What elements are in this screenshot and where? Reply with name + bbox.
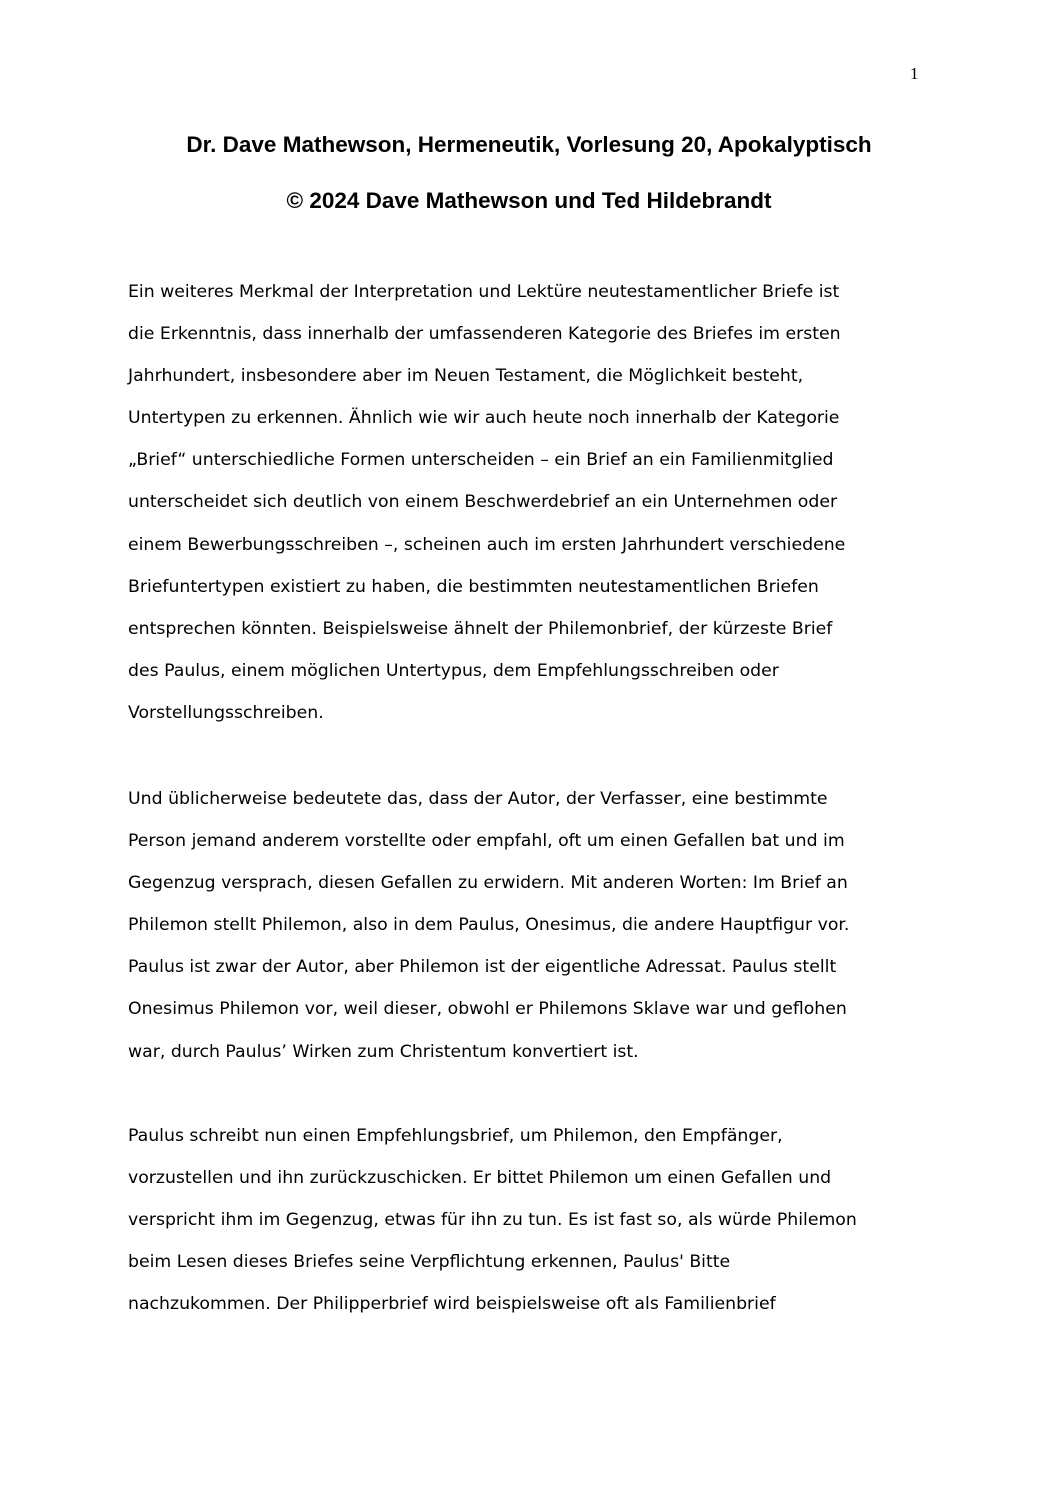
text-line: vorzustellen und ihn zurückzuschicken. Er bittet Philemon um einen Gefallen und	[128, 1168, 832, 1189]
text-line: „Brief“ unterschiedliche Formen unterscheiden – ein Brief an ein Familienmitglied	[128, 450, 834, 471]
text-line: Onesimus Philemon vor, weil dieser, obwohl er Philemons Sklave war und geflohen	[128, 999, 847, 1020]
text-line: Briefuntertypen existiert zu haben, die bestimmten neutestamentlichen Briefen	[128, 576, 819, 597]
text-line: Paulus schreibt nun einen Empfehlungsbrief, um Philemon, den Empfänger,	[128, 1126, 783, 1146]
paragraph-1	[128, 271, 928, 734]
text-line: Untertypen zu erkennen. Ähnlich wie wir auch heute noch innerhalb der Kategorie	[128, 408, 840, 429]
text-line: die Erkenntnis, dass innerhalb der umfassenderen Kategorie des Briefes im ersten	[128, 324, 841, 345]
text-line: Vorstellungsschreiben.	[128, 702, 324, 723]
text-line: nachzukommen. Der Philipperbrief wird beispielsweise oft als Familienbrief	[128, 1294, 776, 1315]
text-line: Jahrhundert, insbesondere aber im Neuen Testament, die Möglichkeit besteht,	[128, 366, 804, 387]
text-line: Und üblicherweise bedeutete das, dass der Autor, der Verfasser, eine bestimmte	[128, 789, 828, 809]
text-line: einem Bewerbungsschreiben –, scheinen auch im ersten Jahrhundert verschiedene	[128, 534, 846, 555]
text-line: Paulus ist zwar der Autor, aber Philemon ist der eigentliche Adressat. Paulus stellt	[128, 957, 837, 978]
page-number: 1	[910, 64, 919, 83]
text-line: verspricht ihm im Gegenzug, etwas für ihn zu tun. Es ist fast so, als würde Philemon	[128, 1210, 857, 1231]
document-title: Dr. Dave Mathewson, Hermeneutik, Vorlesung 20, Apokalyptisch	[186, 132, 872, 157]
text-line: entsprechen könnten. Beispielsweise ähnelt der Philemonbrief, der kürzeste Brief	[128, 618, 833, 639]
text-line: Gegenzug versprach, diesen Gefallen zu erwidern. Mit anderen Worten: Im Brief an	[128, 873, 848, 894]
text-line: unterscheidet sich deutlich von einem Beschwerdebrief an ein Unternehmen oder	[128, 492, 838, 513]
paragraph-3	[128, 1115, 928, 1325]
copyright-line: © 2024 Dave Mathewson und Ted Hildebrandt	[286, 188, 772, 213]
text-line: des Paulus, einem möglichen Untertypus, dem Empfehlungsschreiben oder	[128, 660, 779, 681]
text-line: Philemon stellt Philemon, also in dem Paulus, Onesimus, die andere Hauptfigur vor.	[128, 915, 850, 936]
text-line: beim Lesen dieses Briefes seine Verpflichtung erkennen, Paulus' Bitte	[128, 1252, 731, 1273]
text-line: Ein weiteres Merkmal der Interpretation und Lektüre neutestamentlicher Briefe ist	[128, 282, 840, 302]
paragraph-2	[128, 778, 928, 1073]
text-line: war, durch Paulus’ Wirken zum Christentum konvertiert ist.	[128, 1041, 639, 1062]
text-line: Person jemand anderem vorstellte oder empfahl, oft um einen Gefallen bat und im	[128, 831, 845, 852]
